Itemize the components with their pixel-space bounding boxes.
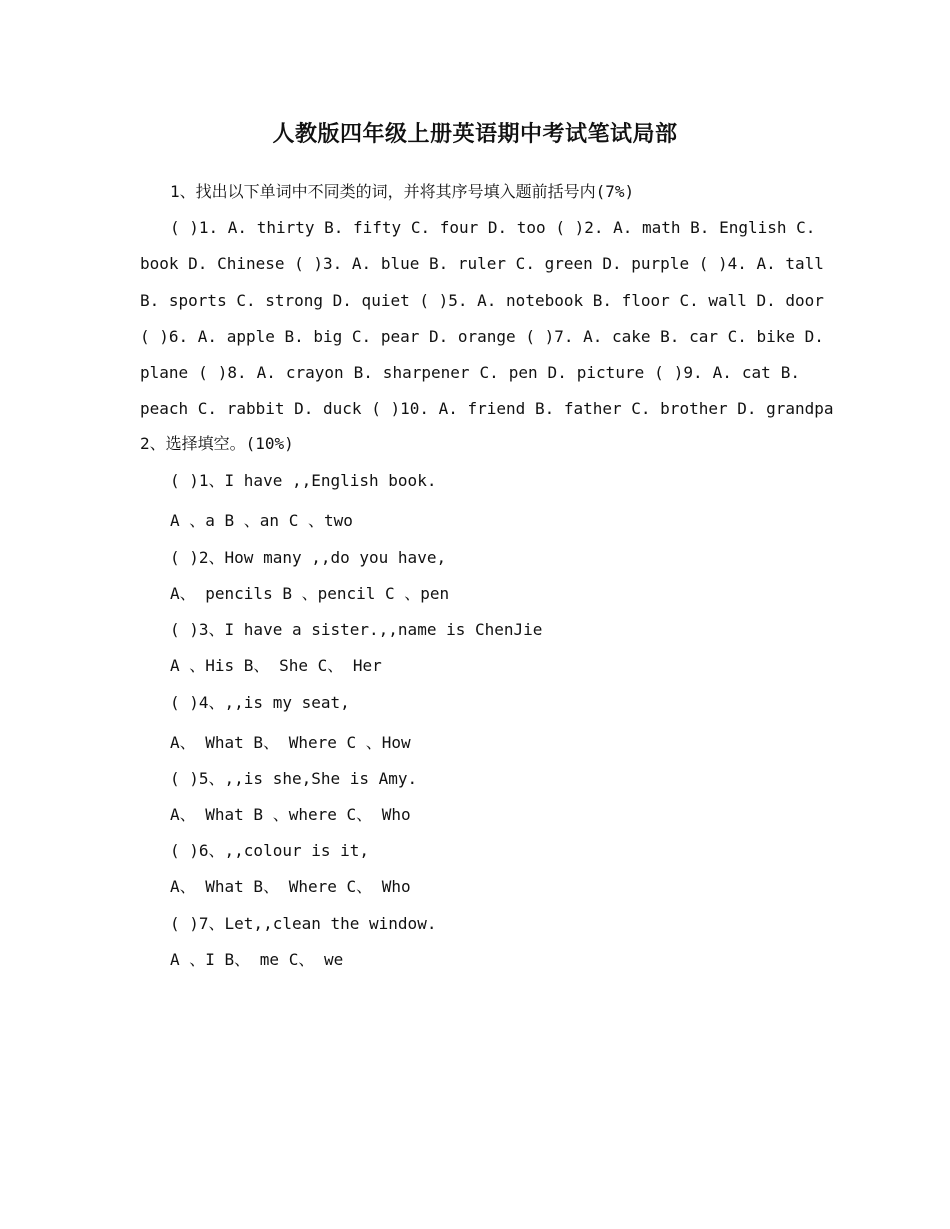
question-line: ( )4、,,is my seat, — [170, 693, 350, 712]
question-line: ( )5、,,is she,She is Amy. — [170, 769, 418, 788]
section1-line: peach C. rabbit D. duck ( )10. A. friend B. father C. brother D. grandpa — [140, 399, 834, 418]
options-line: A、 What B、 Where C 、How — [170, 733, 411, 752]
section1-line: plane ( )8. A. crayon B. sharpener C. pen D. picture ( )9. A. cat B. — [140, 363, 800, 382]
question-line: ( )1、I have ,,English book. — [170, 471, 437, 490]
options-line: A 、His B、 She C、 Her — [170, 656, 382, 675]
section1-heading: 1、找出以下单词中不同类的词，并将其序号填入题前括号内(7%) — [170, 182, 635, 201]
section1-line: ( )1. A. thirty B. fifty C. four D. too ( )2. A. math B. English C. — [170, 218, 816, 237]
question-line: ( )3、I have a sister.,,name is ChenJie — [170, 620, 543, 639]
options-line: A 、a B 、an C 、two — [170, 511, 353, 530]
section1-line: book D. Chinese ( )3. A. blue B. ruler C. green D. purple ( )4. A. tall — [140, 254, 824, 273]
options-line: A、 What B、 Where C、 Who — [170, 877, 411, 896]
options-line: A 、I B、 me C、 we — [170, 950, 344, 969]
options-line: A、 pencils B 、pencil C 、pen — [170, 584, 450, 603]
question-line: ( )7、Let,,clean the window. — [170, 914, 437, 933]
document-title: 人教版四年级上册英语期中考试笔试局部 — [272, 121, 678, 147]
question-line: ( )2、How many ,,do you have, — [170, 548, 447, 567]
section2-heading: 2、选择填空。(10%) — [140, 434, 294, 453]
section1-line: B. sports C. strong D. quiet ( )5. A. notebook B. floor C. wall D. door — [140, 291, 824, 310]
section1-line: ( )6. A. apple B. big C. pear D. orange ( )7. A. cake B. car C. bike D. — [140, 327, 824, 346]
question-line: ( )6、,,colour is it, — [170, 841, 370, 860]
options-line: A、 What B 、where C、 Who — [170, 805, 411, 824]
